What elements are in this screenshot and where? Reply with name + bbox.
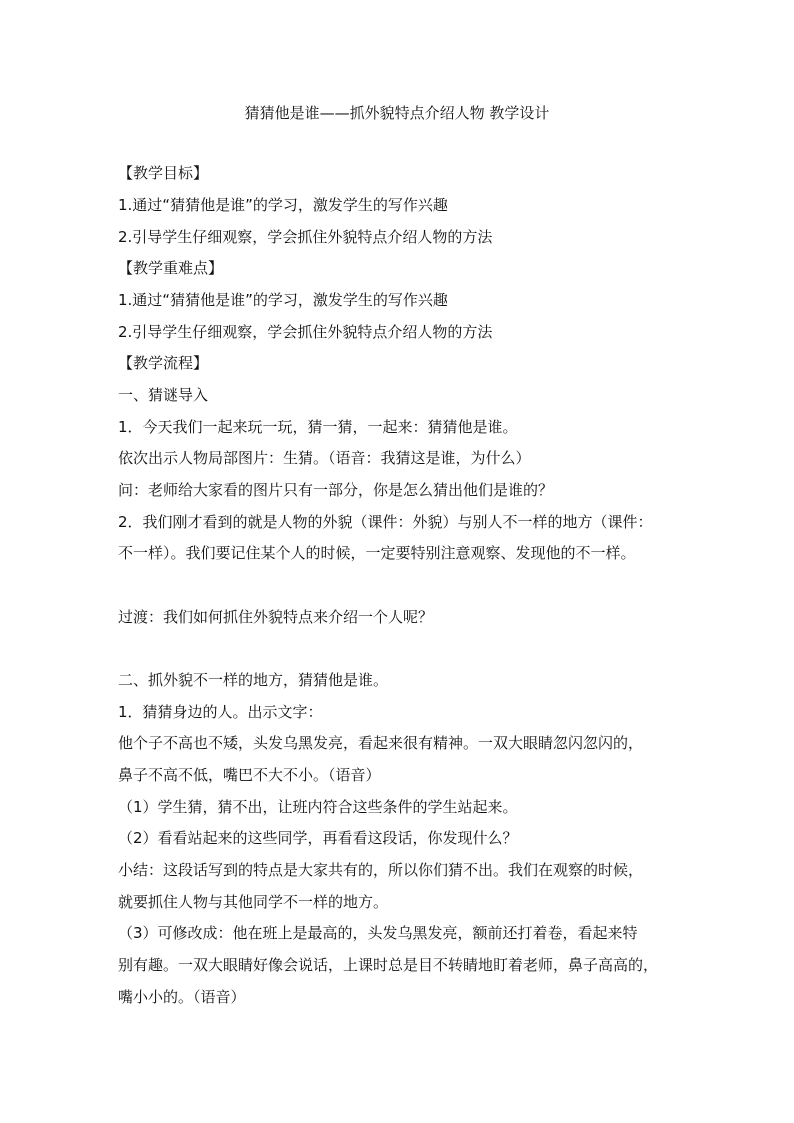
paragraph-line: 嘴小小的。（语音） [118,988,246,1006]
section-heading-process: 【教学流程】 [118,354,209,372]
paragraph-line: 不一样）。我们要记住某个人的时候，一定要特别注意观察、发现他的不一样。 [118,544,636,562]
paragraph-line: 就要抓住人物与其他同学不一样的地方。 [118,893,389,911]
part-one-heading: 一、猜谜导入 [118,386,209,404]
paragraph-line: 2．我们刚才看到的就是人物的外貌（课件：外貌）与别人不一样的地方（课件： [118,513,653,531]
section-heading-objectives: 【教学目标】 [118,164,209,182]
key-point-item-2: 2.引导学生仔细观察，学会抓住外貌特点介绍人物的方法 [118,323,493,341]
transition-line: 过渡：我们如何抓住外貌特点来介绍一个人呢？ [118,608,434,626]
paragraph-line: 依次出示人物局部图片：生猜。（语音：我猜这是谁，为什么） [118,449,531,467]
paragraph-line: （1）学生猜，猜不出，让班内符合这些条件的学生站起来。 [118,798,518,816]
paragraph-line: 别有趣。一双大眼睛好像会说话，上课时总是目不转睛地盯着老师，鼻子高高的， [118,956,659,974]
paragraph-line: 1．猜猜身边的人。出示文字： [118,703,323,721]
key-point-item-1: 1.通过“猜猜他是谁”的学习，激发学生的写作兴趣 [118,291,448,309]
paragraph-line: 鼻子不高不低，嘴巴不大不小。（语音） [118,766,381,784]
document-title: 猜猜他是谁——抓外貌特点介绍人物 教学设计 [244,104,550,122]
section-heading-key-points: 【教学重难点】 [118,259,224,277]
paragraph-line: 他个子不高也不矮，头发乌黑发亮，看起来很有精神。一双大眼睛忽闪忽闪的， [118,734,644,752]
paragraph-line: （2）看看站起来的这些同学，再看看这段话，你发现什么？ [118,829,518,847]
paragraph-line: 1．今天我们一起来玩一玩，猜一猜，一起来：猜猜他是谁。 [118,418,518,436]
paragraph-line: 小结：这段话写到的特点是大家共有的，所以你们猜不出。我们在观察的时候， [118,861,644,879]
objective-item-1: 1.通过“猜猜他是谁”的学习，激发学生的写作兴趣 [118,196,448,214]
objective-item-2: 2.引导学生仔细观察，学会抓住外貌特点介绍人物的方法 [118,228,493,246]
paragraph-line: 问：老师给大家看的图片只有一部分，你是怎么猜出他们是谁的？ [118,481,554,499]
part-two-heading: 二、抓外貌不一样的地方，猜猜他是谁。 [118,671,389,689]
paragraph-line: （3）可修改成：他在班上是最高的，头发乌黑发亮，额前还打着卷，看起来特 [118,924,638,942]
